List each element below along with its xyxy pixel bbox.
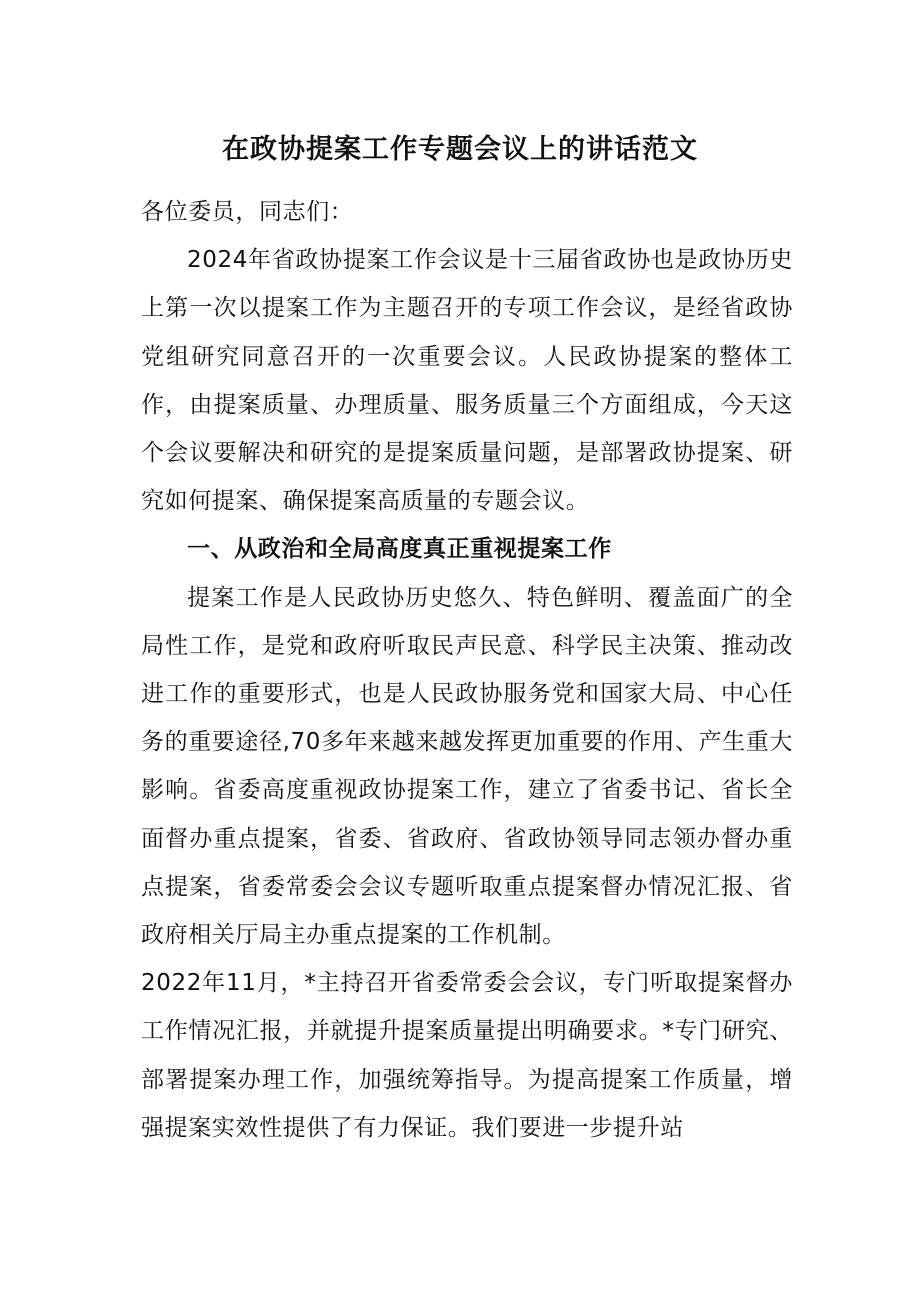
section-heading: 一、从政治和全局高度真正重视提案工作 (187, 536, 612, 563)
paragraph: 提案工作是人民政协历史悠久、特色鲜明、覆盖面广的全局性工作，是党和政府听取民声民意、科学民主决策、推动改进工作的重要形式，也是人民政协服务党和国家大局、中心任务的重要途径,70多年来越来越发挥更加重要的作用、产生重大影响。省委高度重视政协提案工作，建立了省委书记、省长全面督办重点提案，省委、省政府、省政协领导同志领办督办重点提案，省委常委会会议专题听取重点提案督办情况汇报、省政府相关厅局主办重点提案的工作机制。 (141, 584, 793, 949)
paragraph: 2024年省政协提案工作会议是十三届省政协也是政协历史上第一次以提案工作为主题召开的专项工作会议，是经省政协党组研究同意召开的一次重要会议。人民政协提案的整体工作，由提案质量、办理质量、服务质量三个方面组成，今天这个会议要解决和研究的是提案质量问题，是部署政协提案、研究如何提案、确保提案高质量的专题会议。 (141, 247, 793, 515)
paragraph: 2022年11月，*主持召开省委常委会会议，专门听取提案督办工作情况汇报，并就提升提案质量提出明确要求。*专门研究、部署提案办理工作，加强统筹指导。为提高提案工作质量，增强提案实效性提供了有力保证。我们要进一步提升站 (141, 970, 793, 1141)
document-title: 在政协提案工作专题会议上的讲话范文 (222, 134, 698, 165)
document-body (141, 188, 793, 1152)
salutation: 各位委员，同志们： (141, 199, 354, 225)
